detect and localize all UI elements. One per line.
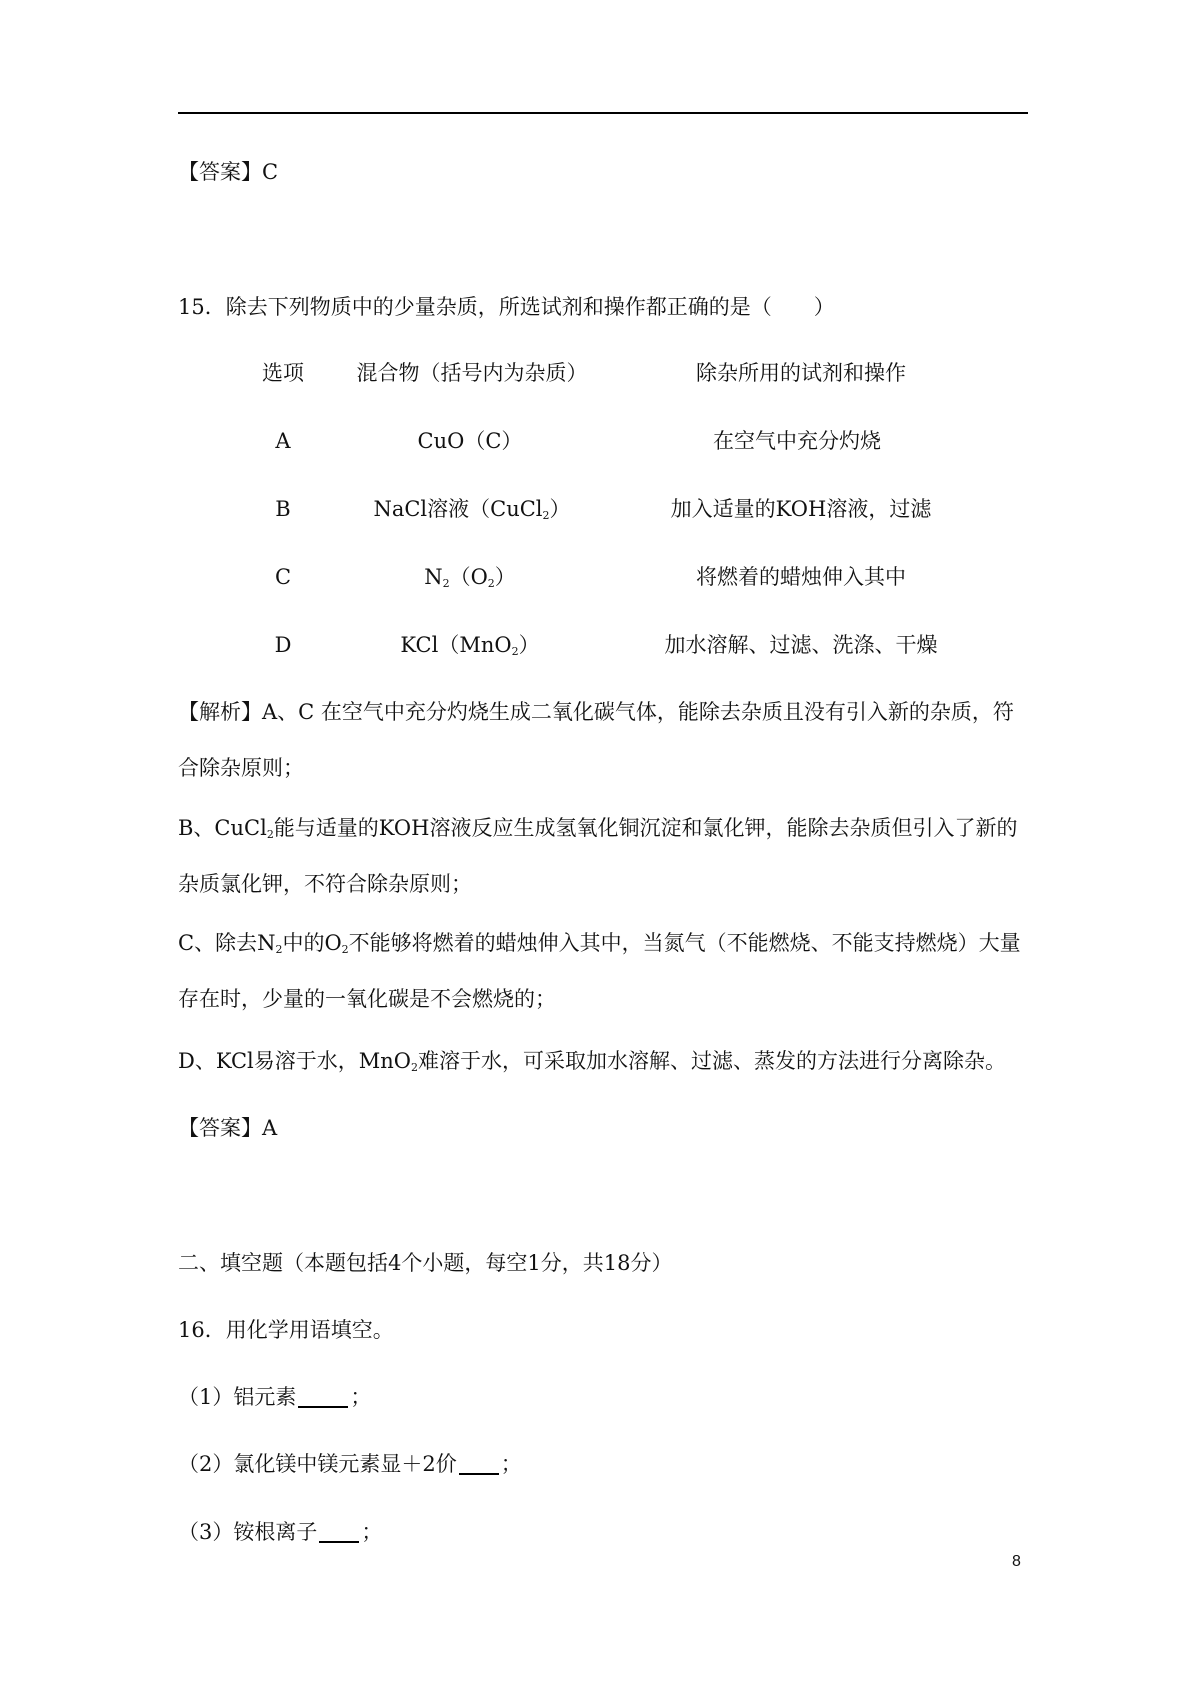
item-1-answer-blank bbox=[298, 1384, 348, 1408]
table-row-c-mixture-tail: ） bbox=[494, 565, 516, 589]
analysis-b bbox=[178, 800, 1028, 912]
table-row-c-mixture-main: N bbox=[424, 565, 443, 589]
table-row-b-method: 加入适量的KOH溶液，过滤 bbox=[670, 497, 932, 521]
analysis-d-pre: D、KCl易溶于水，MnO bbox=[178, 1049, 411, 1073]
item-2-answer-blank bbox=[459, 1451, 499, 1475]
table-header-method: 除杂所用的试剂和操作 bbox=[696, 361, 906, 385]
analysis-a: 【解析】A、C 在空气中充分灼烧生成二氧化碳气体，能除去杂质且没有引入新的杂质，符合除杂原则； bbox=[178, 700, 1014, 780]
question-16-item-3 bbox=[178, 1517, 382, 1547]
analysis-c-post: 不能够将燃着的蜡烛伸入其中，当氮气（不能燃烧、不能支持燃烧）大量存在时，少量的一氧化碳是不会燃烧的； bbox=[178, 931, 1021, 1011]
table-row-d-mixture bbox=[400, 630, 539, 660]
question-15-stem: 15．除去下列物质中的少量杂质，所选试剂和操作都正确的是（ ） bbox=[178, 295, 835, 319]
table-header-mixture: 混合物（括号内为杂质） bbox=[356, 361, 588, 385]
analysis-c-sub: 2 bbox=[275, 943, 283, 956]
table-row-d-mixture-tail: ） bbox=[518, 633, 540, 657]
table-row-c-method: 将燃着的蜡烛伸入其中 bbox=[696, 565, 906, 589]
page-number: 8 bbox=[1012, 1553, 1021, 1570]
item-1-suffix: ； bbox=[350, 1385, 372, 1409]
analysis-b-post: 能与适量的KOH溶液反应生成氢氧化铜沉淀和氯化钾，能除去杂质但引入了新的杂质氯化钾，不符合除杂原则； bbox=[178, 816, 1018, 896]
analysis-d-post: 难溶于水，可采取加水溶解、过滤、蒸发的方法进行分离除杂。 bbox=[418, 1049, 1006, 1073]
item-3-label: （3）铵根离子 bbox=[178, 1520, 318, 1544]
table-row-c-mixture-sub2: 2 bbox=[487, 577, 495, 590]
table-row-b-mixture-tail: ） bbox=[549, 497, 571, 521]
analysis-b-pre: B、CuCl bbox=[178, 816, 267, 840]
item-3-suffix: ； bbox=[361, 1520, 383, 1544]
section-2-title: 二、填空题（本题包括4个小题，每空1分，共18分） bbox=[178, 1251, 673, 1275]
table-row-d-mixture-main: KCl（MnO bbox=[400, 633, 512, 657]
analysis-b-sub: 2 bbox=[266, 828, 274, 841]
table-row-b-option: B bbox=[275, 497, 291, 521]
table-row-c-mixture bbox=[424, 562, 516, 592]
table-row-c-mixture-mid: （O bbox=[449, 565, 488, 589]
header-rule bbox=[178, 112, 1028, 114]
table-row-a-option: A bbox=[275, 429, 291, 453]
analysis-d bbox=[178, 1046, 1006, 1076]
table-row-d-mixture-sub: 2 bbox=[511, 645, 519, 658]
question-15-answer: 【答案】A bbox=[178, 1116, 278, 1140]
table-row-d-option: D bbox=[274, 633, 292, 657]
item-3-answer-blank bbox=[319, 1519, 359, 1543]
table-row-b-mixture-main: NaCl溶液（CuCl bbox=[373, 497, 543, 521]
table-row-a-method: 在空气中充分灼烧 bbox=[713, 429, 881, 453]
analysis-c bbox=[178, 915, 1028, 1027]
table-row-b-mixture-sub: 2 bbox=[542, 509, 550, 522]
analysis-c-sub2: 2 bbox=[341, 943, 349, 956]
analysis-c-pre: C、除去N bbox=[178, 931, 276, 955]
table-row-d-method: 加水溶解、过滤、洗涤、干燥 bbox=[664, 633, 938, 657]
table-row-c-mixture-sub: 2 bbox=[442, 577, 450, 590]
analysis-c-mid: 中的O bbox=[282, 931, 342, 955]
table-row-c-option: C bbox=[274, 565, 292, 589]
item-1-label: （1）铝元素 bbox=[178, 1385, 297, 1409]
question-16-item-1 bbox=[178, 1382, 371, 1412]
previous-answer: 【答案】C bbox=[178, 160, 279, 184]
item-2-suffix: ； bbox=[500, 1452, 522, 1476]
item-2-label: （2）氯化镁中镁元素显＋2价 bbox=[178, 1452, 457, 1476]
analysis-d-sub: 2 bbox=[411, 1061, 418, 1074]
table-row-b-mixture bbox=[373, 494, 570, 524]
question-16-item-2 bbox=[178, 1449, 522, 1479]
question-16-stem: 16．用化学用语填空。 bbox=[178, 1318, 394, 1342]
table-row-a-mixture: CuO（C） bbox=[417, 429, 523, 453]
table-header-option: 选项 bbox=[262, 361, 304, 385]
